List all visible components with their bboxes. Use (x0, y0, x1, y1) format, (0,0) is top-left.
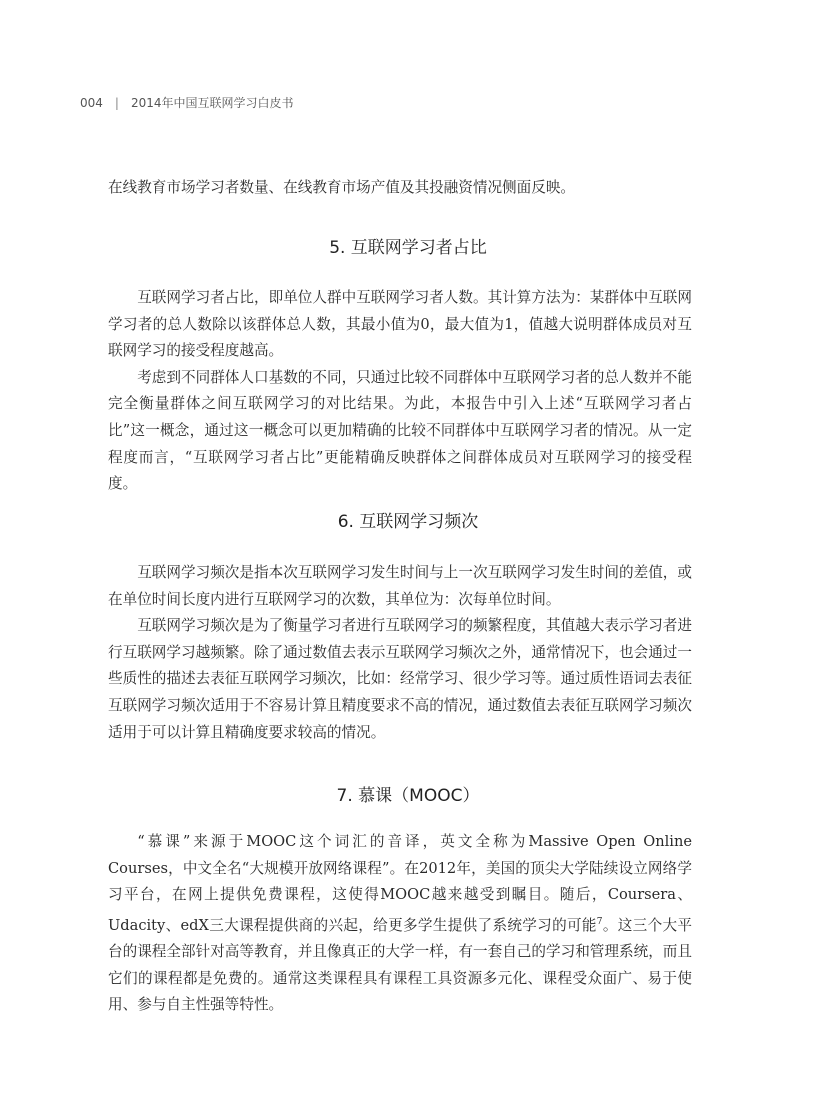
running-header (80, 94, 294, 111)
section-5-heading: 5. 互联网学习者占比 (329, 238, 487, 258)
section-7-heading: 7. 慕课（MOOC） (336, 786, 480, 806)
page-number: 004 (80, 96, 103, 110)
section-5-body (108, 285, 692, 498)
footnote-marker: 7 (596, 916, 603, 927)
paragraph-text: 。这三个大平台的课程全部针对高等教育，并且像真正的大学一样，有一套自己的学习和管理系统，而且它们的课程都是免费的。通常这类课程具有课程工具资源多元化、课程受众面广、易于使用、参与自主性强等特性。 (108, 916, 692, 1014)
section-7-body (108, 829, 692, 1019)
paragraph-text: “慕课”来源于MOOC这个词汇的音译，英文全称为Massive Open Online Courses，中文全名“大规模开放网络课程”。在2012年，美国的顶尖大学陆续设立网络学习平台，在网上提供免费课程，这使得MOOC越来越受到瞩目。随后，Coursera、Udacity、edX三大课程提供商的兴起，给更多学生提供了系统学习的可能 (108, 833, 692, 934)
paragraph: 互联网学习频次是指本次互联网学习发生时间与上一次互联网学习发生时间的差值，或在单位时间长度内进行互联网学习的次数，其单位为：次每单位时间。 (108, 564, 692, 608)
paragraph: 互联网学习频次是为了衡量学习者进行互联网学习的频繁程度，其值越大表示学习者进行互联网学习越频繁。除了通过数值去表示互联网学习频次之外，通常情况下，也会通过一些质性的描述去表征互联网学习频次，比如：经常学习、很少学习等。通过质性语词去表征互联网学习频次适用于不容易计算且精度要求不高的情况，通过数值去表征互联网学习频次适用于可以计算且精确度要求较高的情况。 (108, 617, 692, 741)
paragraph: 考虑到不同群体人口基数的不同，只通过比较不同群体中互联网学习者的总人数并不能完全衡量群体之间互联网学习的对比结果。为此，本报告中引入上述“互联网学习者占比”这一概念，通过这一概念可以更加精确的比较不同群体中互联网学习者的情况。从一定程度而言，“互联网学习者占比”更能精确反映群体之间群体成员对互联网学习的接受程度。 (108, 368, 692, 493)
intro-text: 在线教育市场学习者数量、在线教育市场产值及其投融资情况侧面反映。 (108, 179, 576, 196)
section-6-body (108, 560, 692, 746)
book-title: 2014年中国互联网学习白皮书 (130, 96, 294, 110)
paragraph (108, 829, 692, 1019)
header-separator: | (114, 96, 119, 110)
intro-block (108, 175, 692, 202)
section-6-heading: 6. 互联网学习频次 (337, 512, 479, 532)
paragraph: 互联网学习者占比，即单位人群中互联网学习者人数。其计算方法为：某群体中互联网学习者的总人数除以该群体总人数，其最小值为0，最大值为1，值越大说明群体成员对互联网学习的接受程度越高。 (108, 289, 692, 360)
